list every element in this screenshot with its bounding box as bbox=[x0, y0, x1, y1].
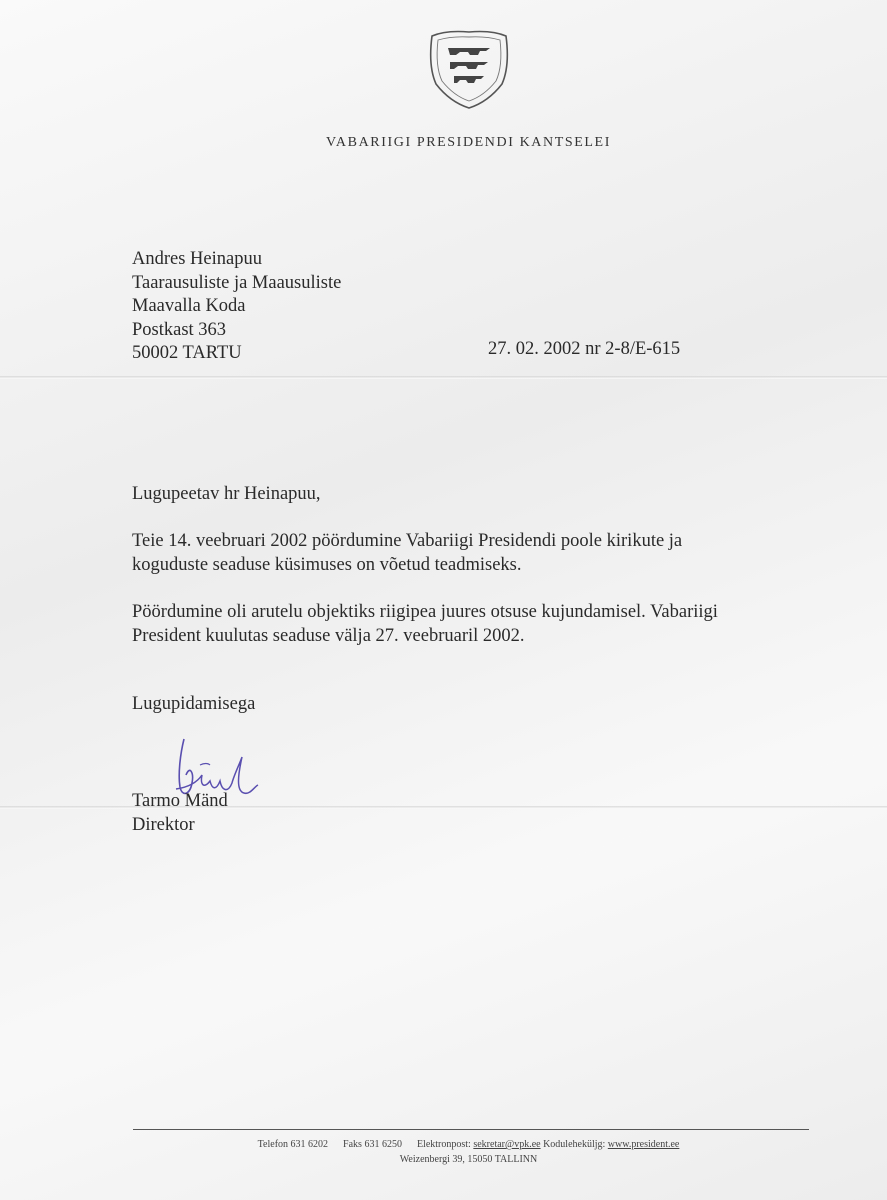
paragraph-1 bbox=[132, 529, 832, 577]
footer-fax: Faks 631 6250 bbox=[343, 1139, 402, 1150]
recipient-line: Taarausuliste ja Maausuliste bbox=[132, 272, 342, 293]
paragraph-2 bbox=[132, 600, 832, 648]
footer-address: Weizenbergi 39, 15050 TALLINN bbox=[399, 1154, 538, 1165]
signer-name: Tarmo Mänd bbox=[132, 791, 228, 811]
signer-title: Direktor bbox=[132, 815, 195, 835]
footer-contact-line bbox=[0, 1139, 887, 1150]
closing: Lugupidamisega bbox=[132, 694, 256, 714]
footer-phone: Telefon 631 6202 bbox=[257, 1139, 329, 1150]
letterhead-title: VABARIIGI PRESIDENDI KANTSELEI bbox=[326, 135, 611, 150]
recipient-line: 50002 TARTU bbox=[132, 343, 242, 363]
footer-web-link[interactable]: www.president.ee bbox=[607, 1139, 680, 1150]
recipient-line: Maavalla Koda bbox=[132, 296, 246, 316]
paragraph-line: Teie 14. veebruari 2002 pöördumine Vabariigi Presidendi poole kirikute ja bbox=[132, 531, 683, 551]
paragraph-line: President kuulutas seaduse välja 27. veebruaril 2002. bbox=[132, 626, 525, 646]
salutation: Lugupeetav hr Heinapuu, bbox=[132, 484, 321, 504]
footer-web-label: Koduleheküljg: bbox=[543, 1139, 606, 1150]
recipient-line: Postkast 363 bbox=[132, 319, 227, 340]
paper-fold bbox=[0, 376, 887, 379]
recipient-line: Andres Heinapuu bbox=[132, 249, 262, 269]
paragraph-line: Pöördumine oli arutelu objektiks riigipea juures otsuse kujundamisel. Vabariigi bbox=[132, 602, 718, 622]
footer-divider bbox=[133, 1129, 809, 1130]
estonian-coat-of-arms-icon bbox=[426, 26, 512, 110]
paragraph-line: koguduste seaduse küsimuses on võetud teadmiseks. bbox=[132, 555, 522, 575]
footer-email-label: Elektronpost: bbox=[416, 1139, 471, 1150]
footer-email-link[interactable]: sekretar@vpk.ee bbox=[473, 1139, 541, 1150]
letter-date-reference: 27. 02. 2002 nr 2-8/E-615 bbox=[488, 339, 681, 359]
recipient-address bbox=[132, 248, 341, 366]
